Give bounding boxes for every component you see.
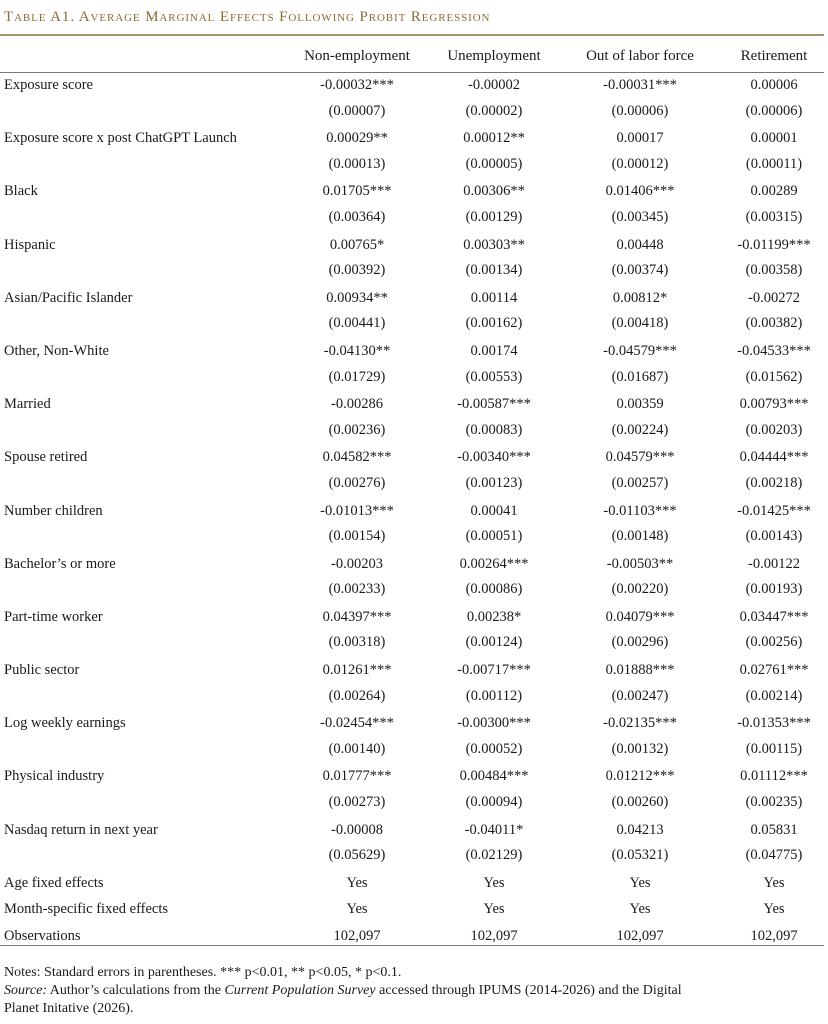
standard-error-cell: (0.00002) [465, 102, 523, 119]
coefficient-cell: -0.00008 [331, 821, 383, 838]
coefficient-cell: 0.00812* [612, 289, 668, 306]
coefficient-cell: -0.00300*** [457, 715, 531, 732]
coefficient-cell: 0.01888*** [605, 662, 675, 679]
row-label: Part-time worker [4, 608, 103, 625]
coefficient-cell: 0.00359 [616, 396, 664, 413]
standard-error-cell: (0.00358) [745, 262, 803, 279]
significance-note: Notes: Standard errors in parentheses. *** p<0.01, ** p<0.05, * p<0.1. [4, 965, 402, 980]
standard-error-cell: (0.00005) [465, 155, 523, 172]
coefficient-cell: 0.00012** [463, 130, 525, 147]
table-row [0, 233, 824, 260]
footer-cell: 102,097 [750, 928, 798, 944]
standard-error-cell: (0.00006) [611, 102, 669, 119]
coefficient-cell: 0.00934** [326, 289, 388, 306]
coefficient-cell: 0.00041 [470, 502, 518, 519]
table-row-se [0, 578, 824, 605]
standard-error-cell: (0.00143) [745, 528, 803, 545]
standard-error-cell: (0.00124) [465, 634, 523, 651]
standard-error-cell: (0.00318) [328, 634, 386, 651]
row-label: Observations [4, 928, 81, 944]
row-label: Hispanic [4, 236, 56, 253]
standard-error-cell: (0.00247) [611, 687, 669, 704]
source-note [4, 982, 824, 1000]
row-label: Public sector [4, 662, 80, 679]
standard-error-cell: (0.00273) [328, 794, 386, 811]
coefficient-cell: -0.01103*** [603, 502, 677, 519]
standard-error-cell: (0.00006) [745, 102, 803, 119]
standard-error-cell: (0.00418) [611, 315, 669, 332]
standard-error-cell: (0.00441) [328, 315, 386, 332]
table-footer-row [0, 871, 824, 898]
table-footer-row [0, 897, 824, 924]
table-row [0, 499, 824, 526]
coefficient-cell: -0.00031*** [603, 77, 677, 93]
table-row [0, 179, 824, 206]
coefficient-cell: 0.04582*** [322, 449, 392, 466]
coefficient-cell: 0.00174 [470, 342, 518, 359]
coefficient-cell: -0.04579*** [603, 342, 677, 359]
row-label: Bachelor’s or more [4, 555, 116, 572]
source-survey-name: Current Population Survey [224, 983, 376, 998]
column-header-out-of-labor-force: Out of labor force [586, 48, 694, 64]
table-row-se [0, 153, 824, 180]
coefficient-cell: 0.04213 [616, 821, 664, 838]
row-label: Asian/Pacific Islander [4, 289, 133, 306]
coefficient-cell: -0.00272 [748, 289, 800, 306]
standard-error-cell: (0.00257) [611, 474, 669, 491]
footer-cell: Yes [346, 874, 368, 891]
standard-error-cell: (0.00233) [328, 581, 386, 598]
table-row-se [0, 206, 824, 233]
table-notes [4, 964, 824, 1018]
row-label: Number children [4, 502, 103, 519]
standard-error-cell: (0.00115) [745, 740, 803, 757]
table-row [0, 73, 824, 100]
standard-error-cell: (0.00051) [465, 528, 523, 545]
standard-error-cell: (0.00235) [745, 794, 803, 811]
coefficient-cell: -0.00002 [468, 77, 520, 93]
table-row [0, 339, 824, 366]
coefficient-cell: -0.01199*** [737, 236, 811, 253]
coefficient-cell: 0.00114 [470, 289, 518, 306]
table-title: Table A1. Average Marginal Effects Following Probit Regression [4, 9, 491, 25]
table-row-se [0, 419, 824, 446]
standard-error-cell: (0.00052) [465, 740, 523, 757]
coefficient-cell: 0.04444*** [739, 449, 809, 466]
standard-error-cell: (0.00276) [328, 474, 386, 491]
coefficient-cell: -0.00122 [748, 555, 800, 572]
table-row [0, 552, 824, 579]
coefficient-cell: -0.00286 [331, 396, 383, 413]
table-row-se [0, 844, 824, 871]
top-rule [0, 34, 824, 36]
standard-error-cell: (0.00214) [745, 687, 803, 704]
table-row-se [0, 366, 824, 393]
table-row-se [0, 472, 824, 499]
coefficient-cell: 0.05831 [750, 821, 798, 838]
table-row [0, 392, 824, 419]
standard-error-cell: (0.00148) [611, 528, 669, 545]
column-header-retirement: Retirement [740, 48, 808, 64]
standard-error-cell: (0.00345) [611, 208, 669, 225]
table-row [0, 605, 824, 632]
standard-error-cell: (0.01729) [328, 368, 386, 385]
table-row-se [0, 259, 824, 286]
coefficient-cell: -0.00717*** [457, 662, 531, 679]
coefficient-cell: 0.00006 [750, 77, 798, 93]
coefficient-cell: 0.01261*** [322, 662, 392, 679]
row-label: Exposure score x post ChatGPT Launch [4, 130, 237, 147]
footer-cell: 102,097 [616, 928, 664, 944]
source-text-1: Author’s calculations from the [47, 983, 225, 998]
footer-cell: Yes [629, 874, 651, 891]
table-row [0, 818, 824, 845]
table-row [0, 711, 824, 738]
footer-cell: 102,097 [470, 928, 518, 944]
standard-error-cell: (0.00224) [611, 421, 669, 438]
coefficient-cell: 0.00001 [750, 130, 798, 147]
standard-error-cell: (0.00094) [465, 794, 523, 811]
standard-error-cell: (0.00086) [465, 581, 523, 598]
standard-error-cell: (0.00220) [611, 581, 669, 598]
standard-error-cell: (0.00112) [465, 687, 523, 704]
coefficient-cell: 0.00765* [329, 236, 385, 253]
coefficient-cell: 0.01705*** [322, 183, 392, 200]
standard-error-cell: (0.00264) [328, 687, 386, 704]
standard-error-cell: (0.00218) [745, 474, 803, 491]
column-header-non-employment: Non-employment [304, 48, 410, 64]
coefficient-cell: 0.00484*** [459, 768, 529, 785]
standard-error-cell: (0.00203) [745, 421, 803, 438]
standard-error-cell: (0.00392) [328, 262, 386, 279]
standard-error-cell: (0.04775) [745, 847, 803, 864]
table-row [0, 126, 824, 153]
footer-cell: Yes [483, 874, 505, 891]
table-row [0, 286, 824, 313]
coefficient-cell: -0.01425*** [737, 502, 811, 519]
coefficient-cell: -0.04011* [464, 821, 524, 838]
row-label: Month-specific fixed effects [4, 901, 169, 918]
coefficient-cell: -0.00340*** [457, 449, 531, 466]
footer-cell: Yes [763, 874, 785, 891]
standard-error-cell: (0.00154) [328, 528, 386, 545]
coefficient-cell: -0.04533*** [737, 342, 811, 359]
coefficient-cell: 0.00306** [463, 183, 525, 200]
coefficient-cell: 0.04079*** [605, 608, 675, 625]
table-row-se [0, 525, 824, 552]
footer-cell: Yes [483, 901, 505, 918]
coefficient-cell: 0.00793*** [739, 396, 809, 413]
coefficient-cell: 0.00448 [616, 236, 664, 253]
standard-error-cell: (0.05629) [328, 847, 386, 864]
standard-error-cell: (0.00315) [745, 208, 803, 225]
standard-error-cell: (0.01562) [745, 368, 803, 385]
standard-error-cell: (0.00553) [465, 368, 523, 385]
table-row-se [0, 738, 824, 765]
footer-cell: Yes [629, 901, 651, 918]
footer-cell: Yes [763, 901, 785, 918]
coefficient-cell: 0.00238* [466, 608, 522, 625]
coefficient-cell: 0.00289 [750, 183, 798, 200]
standard-error-cell: (0.00007) [328, 102, 386, 119]
coefficient-cell: -0.00203 [331, 555, 383, 572]
coefficient-cell: 0.02761*** [739, 662, 809, 679]
table-row-se [0, 100, 824, 127]
standard-error-cell: (0.00129) [465, 208, 523, 225]
coefficient-cell: 0.01112*** [740, 768, 808, 785]
row-label: Married [4, 396, 51, 413]
coefficient-cell: -0.00587*** [457, 396, 531, 413]
standard-error-cell: (0.00132) [611, 740, 669, 757]
standard-error-cell: (0.00296) [611, 634, 669, 651]
coefficient-cell: 0.04397*** [322, 608, 392, 625]
standard-error-cell: (0.00260) [611, 794, 669, 811]
standard-error-cell: (0.00012) [611, 155, 669, 172]
coefficient-cell: -0.02135*** [603, 715, 677, 732]
table-row-se [0, 312, 824, 339]
standard-error-cell: (0.00134) [465, 262, 523, 279]
column-headers [0, 48, 824, 68]
standard-error-cell: (0.02129) [465, 847, 523, 864]
bottom-rule [0, 945, 824, 946]
coefficient-cell: 0.01406*** [605, 183, 675, 200]
coefficient-cell: 0.00017 [616, 130, 664, 147]
standard-error-cell: (0.00083) [465, 421, 523, 438]
coefficient-cell: -0.02454*** [320, 715, 394, 732]
standard-error-cell: (0.01687) [611, 368, 669, 385]
table-row-se [0, 631, 824, 658]
row-label: Physical industry [4, 768, 105, 785]
source-note-line2: Planet Initative (2026). [4, 1001, 134, 1016]
standard-error-cell: (0.00011) [745, 155, 803, 172]
source-label: Source: [4, 983, 48, 998]
row-label: Exposure score [4, 77, 93, 93]
coefficient-cell: -0.00032*** [320, 77, 394, 93]
coefficient-cell: 0.00303** [463, 236, 525, 253]
footer-cell: 102,097 [333, 928, 381, 944]
standard-error-cell: (0.05321) [611, 847, 669, 864]
coefficient-cell: 0.00264*** [459, 555, 529, 572]
standard-error-cell: (0.00013) [328, 155, 386, 172]
coefficient-cell: 0.00029** [326, 130, 388, 147]
source-text-2: accessed through IPUMS (2014-2026) and the Digital [375, 983, 682, 998]
standard-error-cell: (0.00193) [745, 581, 803, 598]
standard-error-cell: (0.00364) [328, 208, 386, 225]
standard-error-cell: (0.00256) [745, 634, 803, 651]
coefficient-cell: -0.01013*** [320, 502, 394, 519]
coefficient-cell: -0.00503** [606, 555, 674, 572]
column-header-unemployment: Unemployment [447, 48, 541, 64]
row-label: Age fixed effects [4, 874, 104, 891]
row-label: Spouse retired [4, 449, 88, 466]
coefficient-cell: 0.04579*** [605, 449, 675, 466]
standard-error-cell: (0.00140) [328, 740, 386, 757]
standard-error-cell: (0.00236) [328, 421, 386, 438]
row-label: Log weekly earnings [4, 715, 126, 732]
coefficient-cell: 0.01212*** [605, 768, 675, 785]
row-label: Other, Non-White [4, 342, 109, 359]
table-row-se [0, 791, 824, 818]
coefficient-cell: -0.01353*** [737, 715, 811, 732]
row-label: Nasdaq return in next year [4, 821, 158, 838]
table-body [0, 73, 824, 951]
table-footer-row [0, 924, 824, 951]
standard-error-cell: (0.00123) [465, 474, 523, 491]
standard-error-cell: (0.00374) [611, 262, 669, 279]
coefficient-cell: -0.04130** [323, 342, 391, 359]
footer-cell: Yes [346, 901, 368, 918]
table-row-se [0, 685, 824, 712]
table-row [0, 658, 824, 685]
standard-error-cell: (0.00382) [745, 315, 803, 332]
table-row [0, 445, 824, 472]
table-row [0, 764, 824, 791]
row-label: Black [4, 183, 38, 200]
coefficient-cell: 0.01777*** [322, 768, 392, 785]
coefficient-cell: 0.03447*** [739, 608, 809, 625]
standard-error-cell: (0.00162) [465, 315, 523, 332]
